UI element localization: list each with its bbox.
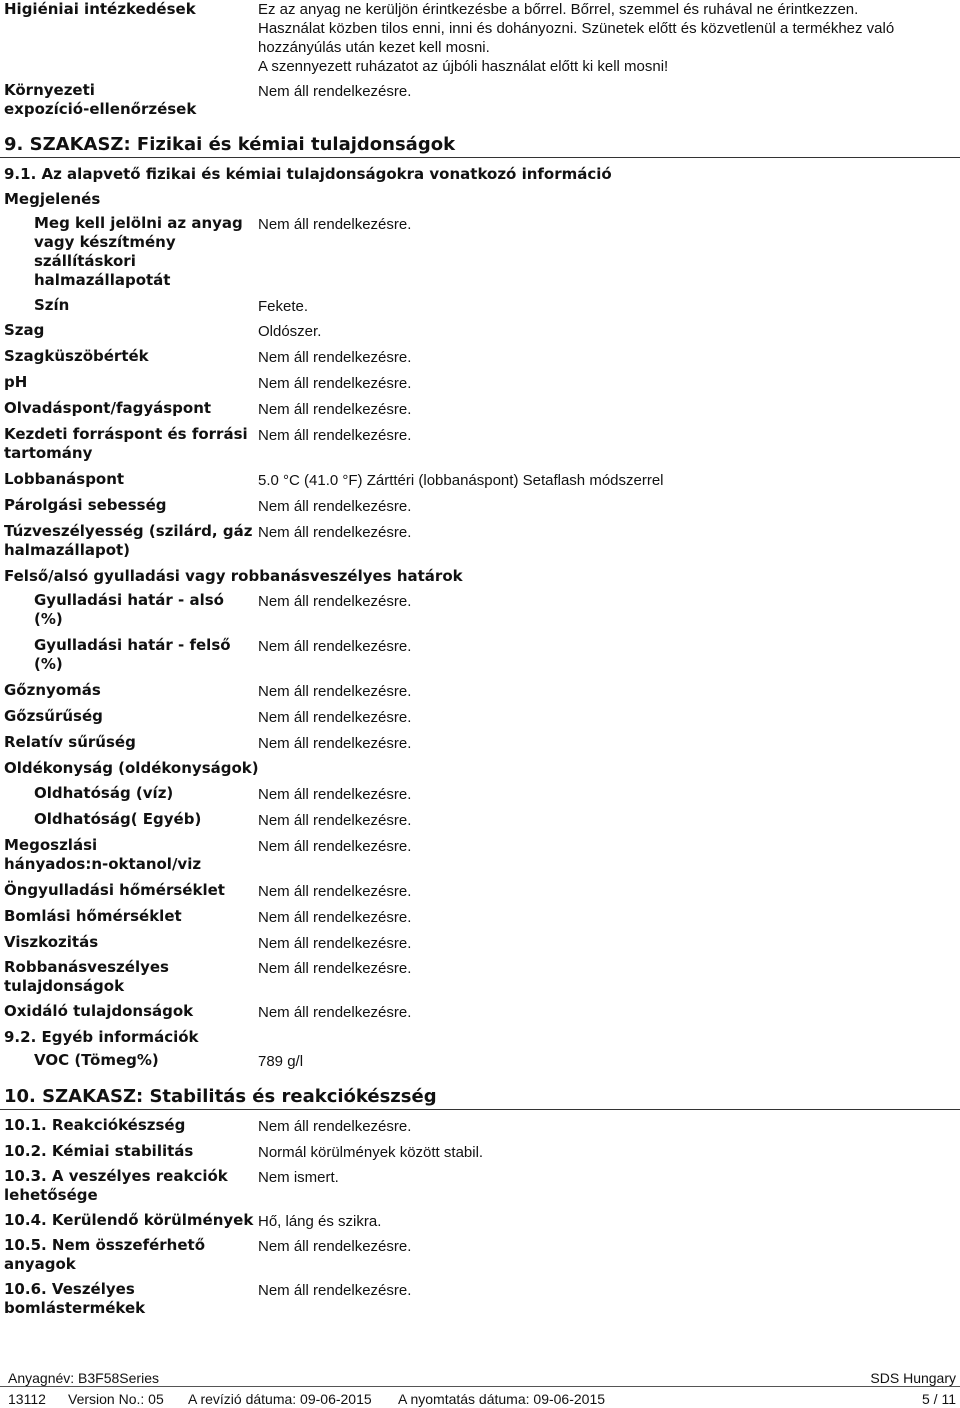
odor-threshold-value: Nem áll rendelkezésre.: [258, 349, 412, 366]
upper-limit-label-1: Gyulladási határ - felső: [34, 636, 231, 654]
autoignition-label: Öngyulladási hőmérséklet: [4, 881, 225, 899]
footer-rule: [0, 1386, 960, 1387]
env-exposure-value: Nem áll rendelkezésre.: [258, 83, 412, 100]
lower-limit-value: Nem áll rendelkezésre.: [258, 593, 412, 610]
physical-state-label-4: halmazállapotát: [34, 271, 171, 289]
hygiene-text-3: hozzányúlás után kezet kell mosni.: [258, 39, 490, 56]
autoignition-value: Nem áll rendelkezésre.: [258, 883, 412, 900]
boiling-label-2: tartomány: [4, 444, 93, 462]
hygiene-text-1: Ez az anyag ne kerüljön érintkezésbe a bőrrel. Bőrrel, szemmel és ruhával ne érintkezzen.: [258, 1, 859, 18]
footer-revision-date: A revízió dátuma: 09-06-2015: [188, 1391, 372, 1407]
flash-point-value: 5.0 °C (41.0 °F) Zárttéri (lobbanáspont) Setaflash módszerrel: [258, 472, 664, 489]
color-label: Szín: [34, 296, 70, 314]
vapor-density-value: Nem áll rendelkezésre.: [258, 709, 412, 726]
evaporation-value: Nem áll rendelkezésre.: [258, 498, 412, 515]
boiling-value: Nem áll rendelkezésre.: [258, 427, 412, 444]
odor-value: Oldószer.: [258, 323, 322, 340]
flammability-label-1: Túzveszélyesség (szilárd, gáz: [4, 522, 253, 540]
footer-code: 13112: [8, 1391, 46, 1407]
incompatible-value: Nem áll rendelkezésre.: [258, 1238, 412, 1255]
partition-label-2: hányados:n-oktanol/viz: [4, 855, 202, 873]
odor-threshold-label: Szagküszöbérték: [4, 347, 149, 365]
explosive-value: Nem áll rendelkezésre.: [258, 960, 412, 977]
lower-limit-label-2: (%): [34, 610, 63, 628]
physical-state-label-3: szállításkori: [34, 252, 136, 270]
section-9-1-title: 9.1. Az alapvető fizikai és kémiai tulajdonságokra vonatkozó információ: [4, 165, 612, 183]
explosive-label-2: tulajdonságok: [4, 977, 125, 995]
reactivity-value: Nem áll rendelkezésre.: [258, 1118, 412, 1135]
flammability-label-2: halmazállapot): [4, 541, 131, 559]
physical-state-label-1: Meg kell jelölni az anyag: [34, 214, 243, 232]
env-exposure-label-2: expozíció-ellenőrzések: [4, 100, 197, 118]
melting-value: Nem áll rendelkezésre.: [258, 401, 412, 418]
decomposition-products-label-2: bomlástermékek: [4, 1299, 146, 1317]
section-9-2-title: 9.2. Egyéb információk: [4, 1028, 199, 1046]
decomposition-products-value: Nem áll rendelkezésre.: [258, 1282, 412, 1299]
viscosity-value: Nem áll rendelkezésre.: [258, 935, 412, 952]
hazardous-reactions-value: Nem ismert.: [258, 1169, 339, 1186]
oxidizing-label: Oxidáló tulajdonságok: [4, 1002, 194, 1020]
section-9-title: 9. SZAKASZ: Fizikai és kémiai tulajdonságok: [4, 134, 456, 155]
decomposition-temp-value: Nem áll rendelkezésre.: [258, 909, 412, 926]
solubility-heading: Oldékonyság (oldékonyságok): [4, 759, 259, 777]
relative-density-value: Nem áll rendelkezésre.: [258, 735, 412, 752]
flammability-value: Nem áll rendelkezésre.: [258, 524, 412, 541]
viscosity-label: Viszkozitás: [4, 933, 99, 951]
solubility-water-value: Nem áll rendelkezésre.: [258, 786, 412, 803]
upper-limit-label-2: (%): [34, 655, 63, 673]
decomposition-temp-label: Bomlási hőmérséklet: [4, 907, 182, 925]
stability-label: 10.2. Kémiai stabilitás: [4, 1142, 194, 1160]
footer-page-number: 5 / 11: [922, 1391, 956, 1407]
melting-label: Olvadáspont/fagyáspont: [4, 399, 212, 417]
solubility-other-value: Nem áll rendelkezésre.: [258, 812, 412, 829]
ph-value: Nem áll rendelkezésre.: [258, 375, 412, 392]
conditions-label: 10.4. Kerülendő körülmények: [4, 1211, 254, 1229]
appearance-heading: Megjelenés: [4, 190, 101, 208]
section-9-rule: [0, 157, 960, 158]
footer-product-name: Anyagnév: B3F58Series: [8, 1370, 159, 1386]
incompatible-label-1: 10.5. Nem összeférhető: [4, 1236, 205, 1254]
section-10-rule: [0, 1109, 960, 1110]
evaporation-label: Párolgási sebesség: [4, 496, 167, 514]
physical-state-value: Nem áll rendelkezésre.: [258, 216, 412, 233]
partition-value: Nem áll rendelkezésre.: [258, 838, 412, 855]
voc-value: 789 g/l: [258, 1053, 304, 1070]
stability-value: Normál körülmények között stabil.: [258, 1144, 484, 1161]
relative-density-label: Relatív sűrűség: [4, 733, 136, 751]
boiling-label-1: Kezdeti forráspont és forrási: [4, 425, 248, 443]
limits-heading: Felső/alsó gyulladási vagy robbanásveszélyes határok: [4, 567, 463, 585]
partition-label-1: Megoszlási: [4, 836, 98, 854]
hazardous-reactions-label-1: 10.3. A veszélyes reakciók: [4, 1167, 228, 1185]
incompatible-label-2: anyagok: [4, 1255, 76, 1273]
vapor-pressure-value: Nem áll rendelkezésre.: [258, 683, 412, 700]
hygiene-text-4: A szennyezett ruházatot az újbóli használat előtt ki kell mosni!: [258, 58, 669, 75]
upper-limit-value: Nem áll rendelkezésre.: [258, 638, 412, 655]
conditions-value: Hő, láng és szikra.: [258, 1213, 382, 1230]
voc-label: VOC (Tömeg%): [34, 1051, 159, 1069]
explosive-label-1: Robbanásveszélyes: [4, 958, 169, 976]
hygiene-text-2: Használat közben tilos enni, inni és dohányozni. Szünetek előtt és közvetlenül a termékhez való: [258, 20, 895, 37]
footer-print-date: A nyomtatás dátuma: 09-06-2015: [398, 1391, 606, 1407]
hazardous-reactions-label-2: lehetősége: [4, 1186, 98, 1204]
reactivity-label: 10.1. Reakciókészség: [4, 1116, 186, 1134]
vapor-pressure-label: Gőznyomás: [4, 681, 101, 699]
physical-state-label-2: vagy készítmény: [34, 233, 176, 251]
vapor-density-label: Gőzsűrűség: [4, 707, 103, 725]
ph-label: pH: [4, 373, 28, 391]
color-value: Fekete.: [258, 298, 309, 315]
solubility-other-label: Oldhatóság( Egyéb): [34, 810, 202, 828]
odor-label: Szag: [4, 321, 45, 339]
env-exposure-label-1: Környezeti: [4, 81, 95, 99]
oxidizing-value: Nem áll rendelkezésre.: [258, 1004, 412, 1021]
section-10-title: 10. SZAKASZ: Stabilitás és reakciókészség: [4, 1086, 437, 1107]
footer-sds-country: SDS Hungary: [870, 1370, 956, 1386]
hygiene-label: Higiéniai intézkedések: [4, 0, 196, 18]
decomposition-products-label-1: 10.6. Veszélyes: [4, 1280, 135, 1298]
solubility-water-label: Oldhatóság (víz): [34, 784, 174, 802]
lower-limit-label-1: Gyulladási határ - alsó: [34, 591, 224, 609]
flash-point-label: Lobbanáspont: [4, 470, 125, 488]
footer-version: Version No.: 05: [68, 1391, 164, 1407]
